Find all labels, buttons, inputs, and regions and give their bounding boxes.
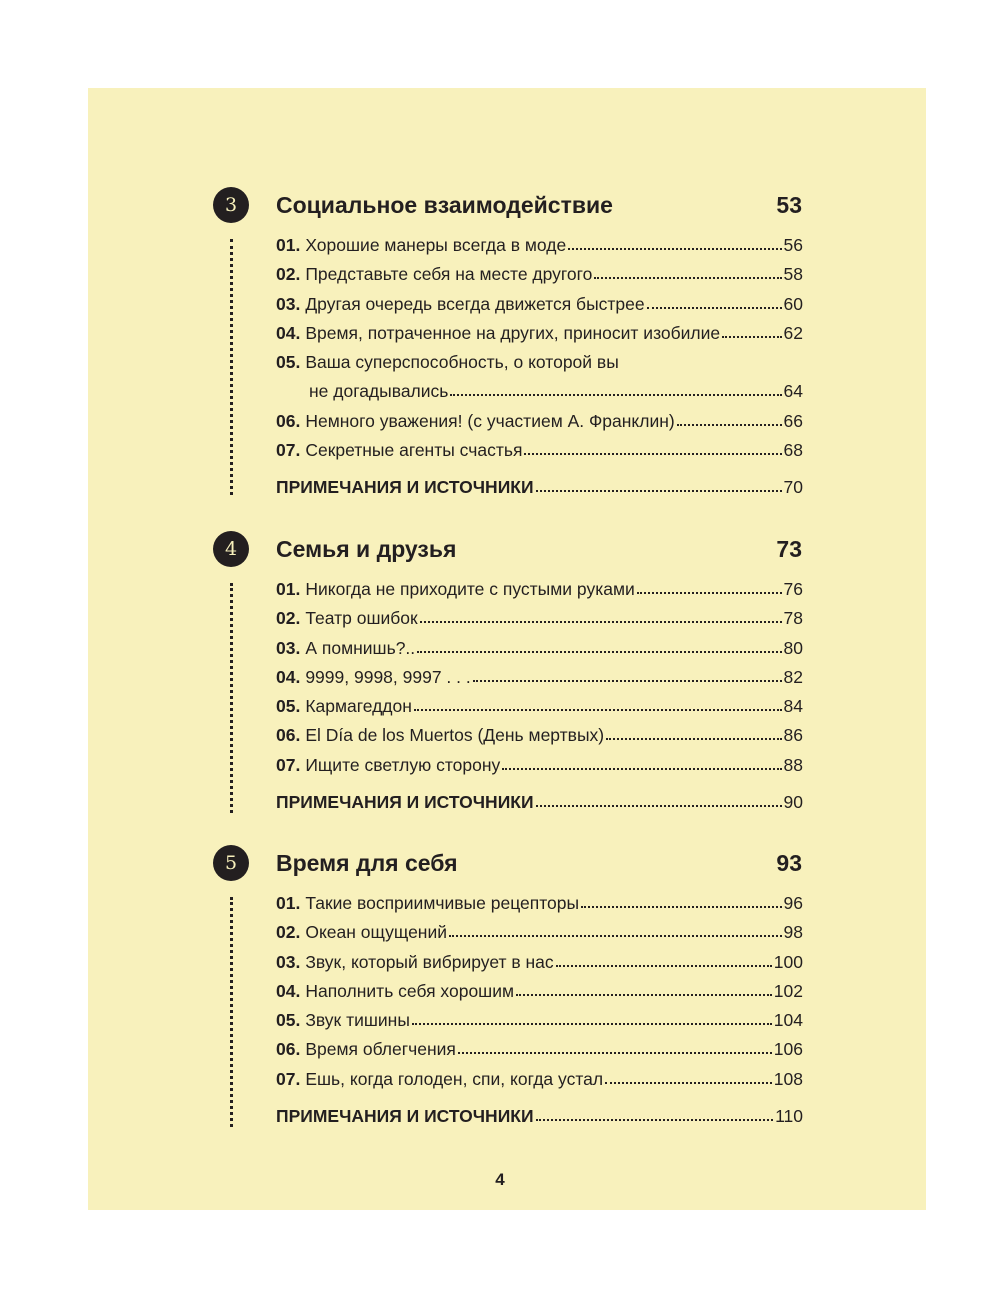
entry-title: Другая очередь всегда движется быстрее [305, 293, 645, 314]
dot-leader [449, 934, 782, 937]
toc-entry[interactable] [276, 575, 803, 604]
toc-entry[interactable] [276, 319, 803, 348]
dot-leader [414, 708, 782, 711]
toc-entry[interactable] [276, 1065, 803, 1094]
dot-leader [722, 335, 781, 338]
entry-title: Наполнить себя хорошим [305, 980, 515, 1001]
entry-page: 106 [773, 1039, 803, 1060]
dot-leader [606, 737, 781, 740]
entry-page: 68 [783, 440, 803, 461]
toc-entry[interactable] [276, 977, 803, 1006]
entry-title: Ешь, когда голоден, спи, когда устал [305, 1068, 604, 1089]
entry-page: 64 [783, 381, 803, 402]
entry-number: 01. [276, 235, 301, 255]
dot-leader [568, 247, 781, 250]
entry-title: El Día de los Muertos (День мертвых) [305, 725, 605, 746]
dotted-divider [230, 239, 233, 495]
notes-page: 90 [783, 792, 803, 813]
dot-leader [647, 306, 782, 309]
entry-number: 07. [276, 440, 301, 461]
dot-leader [524, 452, 781, 455]
dot-leader [420, 620, 782, 623]
entry-number: 05. [276, 696, 301, 717]
dot-leader [516, 993, 772, 996]
entry-title: Театр ошибок [305, 608, 418, 629]
toc-entry[interactable] [276, 692, 803, 721]
entry-page: 104 [773, 1010, 803, 1031]
entry-title: Немного уважения! (с участием А. Франклин) [305, 410, 675, 431]
notes-page: 110 [775, 1106, 803, 1127]
entry-page: 88 [783, 754, 803, 775]
entry-page: 100 [773, 951, 803, 972]
entry-title: Время, потраченное на других, приносит изобилие [305, 322, 721, 343]
dot-leader [536, 804, 782, 807]
toc-entry[interactable] [276, 751, 803, 780]
entry-number: 07. [276, 754, 301, 775]
entry-number: 07. [276, 1068, 301, 1089]
entry-number: 01. [276, 579, 301, 599]
toc-entry[interactable] [276, 918, 803, 947]
dot-leader [458, 1051, 772, 1054]
dot-leader [637, 591, 782, 594]
entry-title: Ищите светлую сторону [305, 754, 501, 775]
toc-entry[interactable] [276, 231, 803, 260]
entry-number: 05. [276, 1010, 301, 1031]
chapter-title[interactable]: Социальное взаимодействие [276, 192, 613, 218]
notes-entry[interactable] [276, 1102, 803, 1131]
entry-number: 04. [276, 322, 301, 343]
entry-title: Такие восприимчивые рецепторы [305, 893, 580, 913]
chapter-title[interactable]: Семья и друзья [276, 536, 457, 562]
entry-page: 108 [773, 1068, 803, 1089]
entry-page: 62 [783, 322, 803, 343]
notes-title: ПРИМЕЧАНИЯ И ИСТОЧНИКИ [276, 1106, 534, 1127]
entry-title: Секретные агенты счастья [305, 440, 523, 461]
entry-number: 04. [276, 980, 301, 1001]
entry-number: 06. [276, 410, 301, 431]
entry-number: 03. [276, 293, 301, 314]
entry-page: 84 [783, 696, 803, 717]
dot-leader [473, 679, 782, 682]
entry-title: 9999, 9998, 9997 . . . [305, 666, 471, 687]
entry-title: Звук, который вибрирует в нас [305, 951, 554, 972]
entry-number: 02. [276, 264, 301, 285]
dot-leader [450, 393, 781, 396]
toc-entry[interactable] [276, 604, 803, 633]
chapter-title[interactable]: Время для себя [276, 850, 458, 876]
entry-title: Кармагеддон [305, 696, 412, 717]
chapter-page-number: 73 [776, 536, 802, 562]
entry-page: 58 [783, 264, 803, 285]
dot-leader [581, 905, 781, 908]
entry-number: 06. [276, 725, 301, 746]
toc-entry[interactable] [276, 1006, 803, 1035]
entry-page: 60 [783, 293, 803, 314]
entry-page: 82 [783, 666, 803, 687]
entry-number: 03. [276, 637, 301, 658]
chapter-number-badge: 5 [213, 845, 249, 881]
entry-page: 86 [783, 725, 803, 746]
entry-number: 02. [276, 608, 301, 629]
entry-title: Никогда не приходите с пустыми руками [305, 579, 635, 599]
toc-list [276, 231, 803, 503]
entry-title: Звук тишины [305, 1010, 410, 1031]
entry-title-line2: не догадывались [309, 381, 449, 402]
entry-page: 56 [783, 235, 803, 255]
chapter-page-number: 53 [776, 192, 802, 218]
notes-entry[interactable] [276, 473, 803, 502]
toc-entry[interactable] [276, 1035, 803, 1064]
entry-page: 76 [783, 579, 803, 599]
notes-title: ПРИМЕЧАНИЯ И ИСТОЧНИКИ [276, 477, 534, 498]
dot-leader [412, 1022, 772, 1025]
entry-page: 80 [783, 637, 803, 658]
chapter-number-badge: 4 [213, 531, 249, 567]
entry-title: Время облегчения [305, 1039, 456, 1060]
entry-number: 02. [276, 922, 301, 943]
toc-entry[interactable] [276, 260, 803, 289]
dotted-divider [230, 897, 233, 1127]
toc-entry[interactable] [276, 889, 803, 918]
toc-list [276, 889, 803, 1131]
entry-number: 04. [276, 666, 301, 687]
toc-list [276, 575, 803, 817]
dotted-divider [230, 583, 233, 813]
page-number: 4 [495, 1170, 505, 1189]
entry-title: Представьте себя на месте другого [305, 264, 593, 285]
notes-page: 70 [783, 477, 803, 498]
notes-entry[interactable] [276, 788, 803, 817]
dot-leader [502, 767, 781, 770]
dot-leader [594, 276, 781, 279]
toc-entry[interactable] [276, 634, 803, 663]
dot-leader [536, 489, 782, 492]
entry-title: Хорошие манеры всегда в моде [305, 235, 567, 255]
entry-page: 98 [783, 922, 803, 943]
entry-title: А помнишь?.. [305, 637, 416, 658]
toc-entry[interactable] [276, 721, 803, 750]
entry-title-line1: Ваша суперспособность, о которой вы [305, 352, 619, 373]
entry-number: 05. [276, 352, 301, 373]
toc-entry[interactable] [276, 436, 803, 465]
dot-leader [677, 423, 782, 426]
dot-leader [536, 1118, 774, 1121]
chapter-number-badge: 3 [213, 187, 249, 223]
dot-leader [605, 1081, 772, 1084]
dot-leader [417, 650, 781, 653]
entry-number: 03. [276, 951, 301, 972]
toc-entry[interactable] [276, 348, 803, 407]
toc-entry[interactable] [276, 663, 803, 692]
entry-number: 06. [276, 1039, 301, 1060]
toc-entry[interactable] [276, 407, 803, 436]
toc-entry[interactable] [276, 290, 803, 319]
entry-page: 102 [773, 980, 803, 1001]
entry-page: 66 [783, 410, 803, 431]
entry-page: 78 [783, 608, 803, 629]
chapter-page-number: 93 [776, 850, 802, 876]
entry-number: 01. [276, 893, 301, 913]
notes-title: ПРИМЕЧАНИЯ И ИСТОЧНИКИ [276, 792, 534, 813]
dot-leader [556, 964, 772, 967]
entry-title: Океан ощущений [305, 922, 448, 943]
entry-page: 96 [783, 893, 803, 913]
toc-entry[interactable] [276, 948, 803, 977]
